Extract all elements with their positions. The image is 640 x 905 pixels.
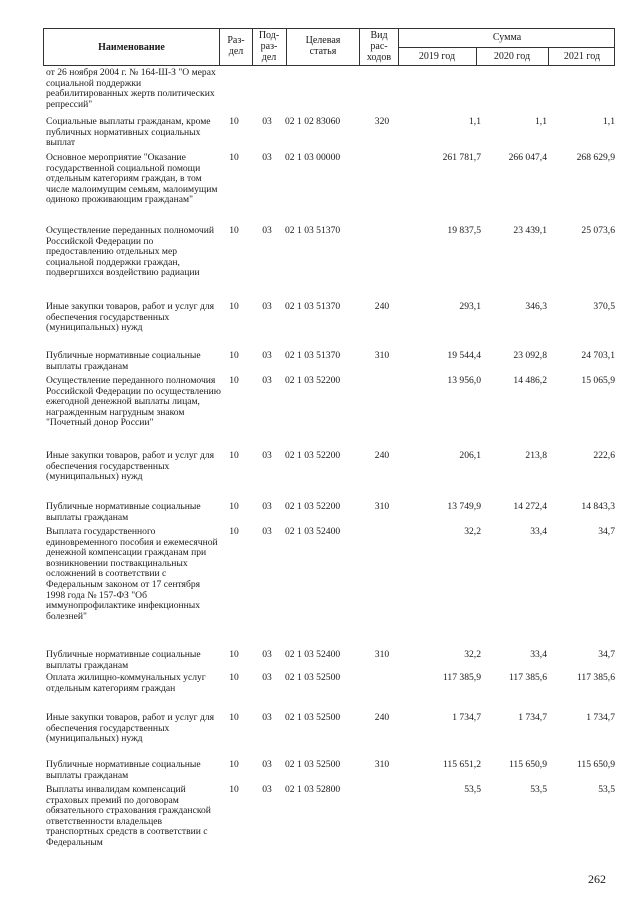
row-vid: 240 <box>374 301 390 312</box>
row-name: Публичные нормативные социальные выплаты гражданам <box>46 759 201 781</box>
row-razdel: 10 <box>229 672 239 683</box>
page-number: 262 <box>588 872 606 886</box>
row-razdel: 10 <box>229 649 239 660</box>
row-celevaya: 02 1 03 51370 <box>285 301 341 312</box>
row-sum-2020: 115 650,9 <box>508 759 547 770</box>
row-name: Публичные нормативные социальные выплаты гражданам <box>46 350 201 372</box>
row-razdel: 10 <box>229 375 239 386</box>
row-podrazdel: 03 <box>262 225 272 236</box>
row-sum-2020: 266 047,4 <box>508 152 547 163</box>
row-razdel: 10 <box>229 116 239 127</box>
row-sum-2021: 25 073,6 <box>581 225 615 236</box>
row-sum-2021: 34,7 <box>598 526 615 537</box>
row-name: Иные закупки товаров, работ и услуг для обеспечения государственных (муниципальных) нужд <box>46 301 215 334</box>
row-sum-2019: 53,5 <box>464 784 481 795</box>
row-razdel: 10 <box>229 759 239 770</box>
row-celevaya: 02 1 03 51370 <box>285 350 341 361</box>
row-podrazdel: 03 <box>262 152 272 163</box>
header-vid: Вид рас- ходов <box>366 30 392 63</box>
header-2020: 2020 год <box>493 51 531 62</box>
row-sum-2019: 293,1 <box>459 301 481 312</box>
header-podrazdel: Под- раз- дел <box>258 30 280 63</box>
row-razdel: 10 <box>229 526 239 537</box>
row-celevaya: 02 1 03 52500 <box>285 672 341 683</box>
row-sum-2020: 1 734,7 <box>518 712 547 723</box>
header-2021: 2021 год <box>563 51 601 62</box>
header-celevaya: Целевая статья <box>305 35 341 57</box>
row-celevaya: 02 1 02 83060 <box>285 116 341 127</box>
row-vid: 310 <box>374 501 390 512</box>
row-name: Иные закупки товаров, работ и услуг для обеспечения государственных (муниципальных) нужд <box>46 712 215 745</box>
row-name: Осуществление переданных полномочий Российской Федерации по предоставлению отдельных мер социальной поддержки граждан, подвергшихся воздействию радиации <box>46 225 214 279</box>
row-celevaya: 02 1 03 52400 <box>285 526 341 537</box>
row-podrazdel: 03 <box>262 784 272 795</box>
row-sum-2020: 213,8 <box>525 450 547 461</box>
row-sum-2020: 1,1 <box>535 116 547 127</box>
row-celevaya: 02 1 03 52800 <box>285 784 341 795</box>
row-podrazdel: 03 <box>262 350 272 361</box>
row-sum-2021: 1 734,7 <box>586 712 615 723</box>
row-razdel: 10 <box>229 501 239 512</box>
row-podrazdel: 03 <box>262 712 272 723</box>
row-sum-2021: 115 650,9 <box>576 759 615 770</box>
row-sum-2021: 1,1 <box>603 116 615 127</box>
row-razdel: 10 <box>229 784 239 795</box>
row-sum-2020: 117 385,6 <box>508 672 547 683</box>
row-celevaya: 02 1 03 52200 <box>285 450 341 461</box>
header-razdel: Раз- дел <box>227 35 245 57</box>
header-summa: Сумма <box>492 32 522 43</box>
row-vid: 310 <box>374 350 390 361</box>
table-header <box>43 28 615 66</box>
row-name: Публичные нормативные социальные выплаты гражданам <box>46 501 201 523</box>
row-name: от 26 ноября 2004 г. № 164-Ш-З "О мерах социальной поддержки реабилитированных жертв политических репрессий" <box>46 67 216 110</box>
row-vid: 310 <box>374 759 390 770</box>
row-razdel: 10 <box>229 350 239 361</box>
row-vid: 240 <box>374 712 390 723</box>
row-name: Социальные выплаты гражданам, кроме публичных нормативных социальных выплат <box>46 116 211 149</box>
row-razdel: 10 <box>229 301 239 312</box>
row-podrazdel: 03 <box>262 501 272 512</box>
row-name: Осуществление переданного полномочия Российской Федерации по осуществлению ежегодной денежной выплаты лицам, награжденным нагрудным знаком "Почетный донор России" <box>46 375 221 429</box>
row-podrazdel: 03 <box>262 301 272 312</box>
row-sum-2019: 19 837,5 <box>447 225 481 236</box>
row-sum-2020: 33,4 <box>530 526 547 537</box>
row-sum-2019: 206,1 <box>459 450 481 461</box>
row-sum-2021: 14 843,3 <box>581 501 615 512</box>
row-sum-2021: 53,5 <box>598 784 615 795</box>
row-sum-2019: 1 734,7 <box>452 712 481 723</box>
row-sum-2019: 261 781,7 <box>442 152 481 163</box>
row-sum-2019: 19 544,4 <box>447 350 481 361</box>
row-podrazdel: 03 <box>262 375 272 386</box>
row-podrazdel: 03 <box>262 526 272 537</box>
row-name: Оплата жилищно-коммунальных услуг отдельным категориям граждан <box>46 672 206 694</box>
row-vid: 310 <box>374 649 390 660</box>
row-podrazdel: 03 <box>262 649 272 660</box>
header-2019: 2019 год <box>418 51 456 62</box>
row-celevaya: 02 1 03 51370 <box>285 225 341 236</box>
row-sum-2021: 24 703,1 <box>581 350 615 361</box>
row-name: Выплаты инвалидам компенсаций страховых премий по договорам обязательного страхования гражданской ответственности владельцев транспортных средств в соответствии с Федеральным <box>46 784 211 848</box>
row-vid: 240 <box>374 450 390 461</box>
row-vid: 320 <box>374 116 390 127</box>
row-name: Иные закупки товаров, работ и услуг для обеспечения государственных (муниципальных) нужд <box>46 450 215 483</box>
row-sum-2021: 268 629,9 <box>576 152 615 163</box>
row-razdel: 10 <box>229 225 239 236</box>
row-sum-2019: 32,2 <box>464 526 481 537</box>
row-sum-2021: 370,5 <box>593 301 615 312</box>
row-podrazdel: 03 <box>262 116 272 127</box>
row-podrazdel: 03 <box>262 450 272 461</box>
row-sum-2020: 33,4 <box>530 649 547 660</box>
row-sum-2020: 53,5 <box>530 784 547 795</box>
row-sum-2021: 222,6 <box>593 450 615 461</box>
row-name: Публичные нормативные социальные выплаты гражданам <box>46 649 201 671</box>
row-sum-2020: 346,3 <box>525 301 547 312</box>
row-sum-2019: 32,2 <box>464 649 481 660</box>
row-celevaya: 02 1 03 52200 <box>285 375 341 386</box>
row-razdel: 10 <box>229 152 239 163</box>
row-celevaya: 02 1 03 00000 <box>285 152 341 163</box>
row-celevaya: 02 1 03 52200 <box>285 501 341 512</box>
row-name: Основное мероприятие "Оказание государственной социальной помощи отдельным категориям граждан, в том числе малоимущим семьям, малоимущим одиноко проживающим гражданам" <box>46 152 218 206</box>
row-sum-2020: 23 092,8 <box>513 350 547 361</box>
row-sum-2020: 14 486,2 <box>513 375 547 386</box>
row-celevaya: 02 1 03 52500 <box>285 712 341 723</box>
row-name: Выплата государственного единовременного пособия и ежемесячной денежной компенсации гражданам при возникновении поствакцинальных осложнений в соответствии с Федеральным законом от 17 сентября 1998 года № 157-ФЗ "Об иммунопрофилактике инфекционных болезней" <box>46 526 218 622</box>
row-celevaya: 02 1 03 52500 <box>285 759 341 770</box>
row-sum-2021: 117 385,6 <box>576 672 615 683</box>
row-sum-2019: 1,1 <box>469 116 481 127</box>
row-sum-2019: 13 956,0 <box>447 375 481 386</box>
row-sum-2019: 117 385,9 <box>442 672 481 683</box>
row-razdel: 10 <box>229 450 239 461</box>
row-sum-2019: 13 749,9 <box>447 501 481 512</box>
row-podrazdel: 03 <box>262 672 272 683</box>
row-podrazdel: 03 <box>262 759 272 770</box>
row-sum-2019: 115 651,2 <box>442 759 481 770</box>
row-celevaya: 02 1 03 52400 <box>285 649 341 660</box>
row-sum-2021: 34,7 <box>598 649 615 660</box>
row-sum-2021: 15 065,9 <box>581 375 615 386</box>
row-razdel: 10 <box>229 712 239 723</box>
header-name: Наименование <box>98 42 165 53</box>
row-sum-2020: 14 272,4 <box>513 501 547 512</box>
row-sum-2020: 23 439,1 <box>513 225 547 236</box>
